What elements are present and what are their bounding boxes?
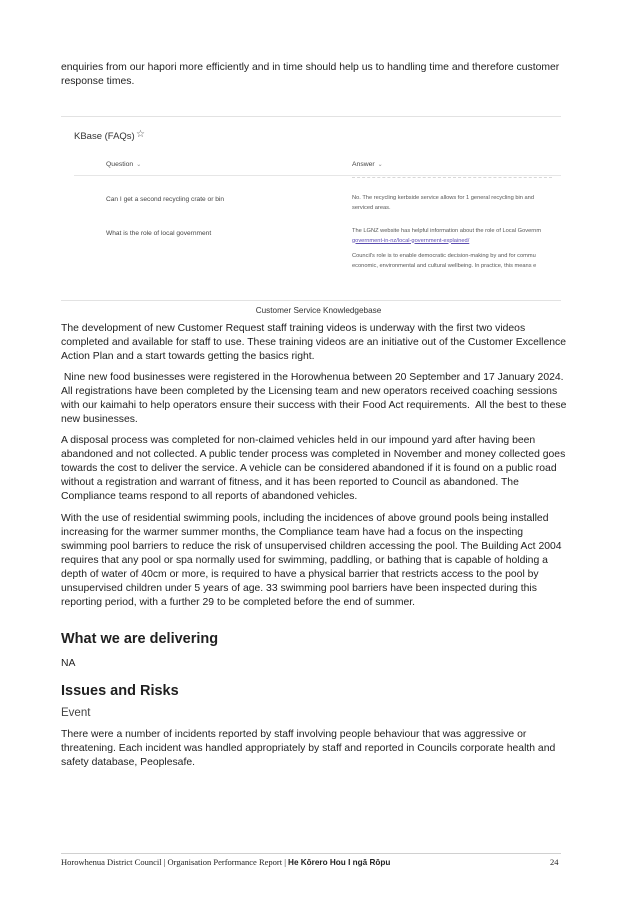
event-paragraph: There were a number of incidents reported by staff involving people behaviour that was aggressive or threatening. Each incident was handled appropriately by staff and reported in Councils corporate health and safety database, Peoplesafe. — [61, 729, 556, 768]
faq-answer: The LGNZ website has helpful information about the role of Local Governm government-in-nz/local-government-explained/ Council's role is to enable democratic decision-making by and for commu economic, environmental and cultural wellbeing. In practice, this means e — [352, 227, 561, 271]
cropped-row-fragment — [352, 177, 552, 181]
heading-what-we-are-delivering: What we are delivering — [61, 631, 219, 647]
footer-divider — [61, 853, 561, 854]
page-footer: Horowhenua District Council | Organisation Performance Report | He Kōrero Hou I ngā Rōpu — [61, 857, 391, 867]
chevron-down-icon: ⌄ — [377, 162, 383, 168]
kbase-title: KBase (FAQs) — [74, 131, 135, 142]
delivering-text: NA — [61, 658, 76, 669]
faq-answer: No. The recycling kerbside service allows for 1 general recycling bin and serviced areas. — [352, 195, 534, 211]
paragraph-training-videos: The development of new Customer Request staff training videos is underway with the first two videos completed and available for staff to use. These training videos are an initiative out of the Customer Excellence Action Plan and a start towards getting the basics right. — [61, 323, 567, 362]
faq-question: What is the role of local government — [106, 230, 212, 237]
intro-paragraph: enquiries from our hapori more efficiently and in time should help us to handling time and therefore customer response times. — [61, 62, 560, 87]
figure-caption: Customer Service Knowledgebase — [255, 306, 382, 315]
paragraph-abandoned-vehicles: A disposal process was completed for non-claimed vehicles held in our impound yard after having been abandoned and not collected. A public tender process was completed in November and money collected goes towards the cost to deliver the service. A vehicle can be considered abandoned if it is found on a public road without a registration and warrant of fitness, and it has been reported to Council as abandoned. The Compliance teams respond to all reports of abandoned vehicles. — [61, 435, 566, 502]
subheading-event: Event — [61, 707, 91, 719]
faq-answer-link: government-in-nz/local-government-explained/ — [352, 237, 470, 244]
faq-question: Can I get a second recycling crate or bin — [106, 196, 225, 203]
header-divider — [74, 175, 561, 176]
column-header-answer: Answer ⌄ — [352, 161, 383, 168]
paragraph-food-businesses: Nine new food businesses were registered in the Horowhenua between 20 September and 17 January 2024. All registrations have been completed by the Licensing team and new operators received coaching sessions with our kaimahi to help operators ensure their success with their Food Act requirements. All the best to these new businesses. — [61, 372, 570, 425]
star-icon: ☆ — [136, 129, 145, 140]
paragraph-swimming-pools: With the use of residential swimming pools, including the incidences of above ground pools being installed increasing for the warmer summer months, the Compliance team have had a focus on the inspecting swimming pool barriers to reduce the risk of unsupervised children accessing the pool. The Building Act 2004 requires that any pool or spa normally used for swimming, paddling, or bathing that is capable of holding a depth of water of 40cm or more, is required to have a physical barrier that restricts access to the pool by unsupervised children under 5 years of age. 33 swimming pool barriers have been inspected during this reporting period, with a further 29 to be completed before the end of summer. — [61, 513, 562, 608]
heading-issues-and-risks: Issues and Risks — [61, 683, 179, 699]
chevron-down-icon: ⌄ — [136, 162, 142, 168]
kbase-screenshot — [61, 116, 561, 301]
page-number: 24 — [550, 857, 559, 867]
column-header-question: Question ⌄ — [106, 161, 142, 168]
footer-report-title: He Kōrero Hou I ngā Rōpu — [288, 858, 391, 867]
